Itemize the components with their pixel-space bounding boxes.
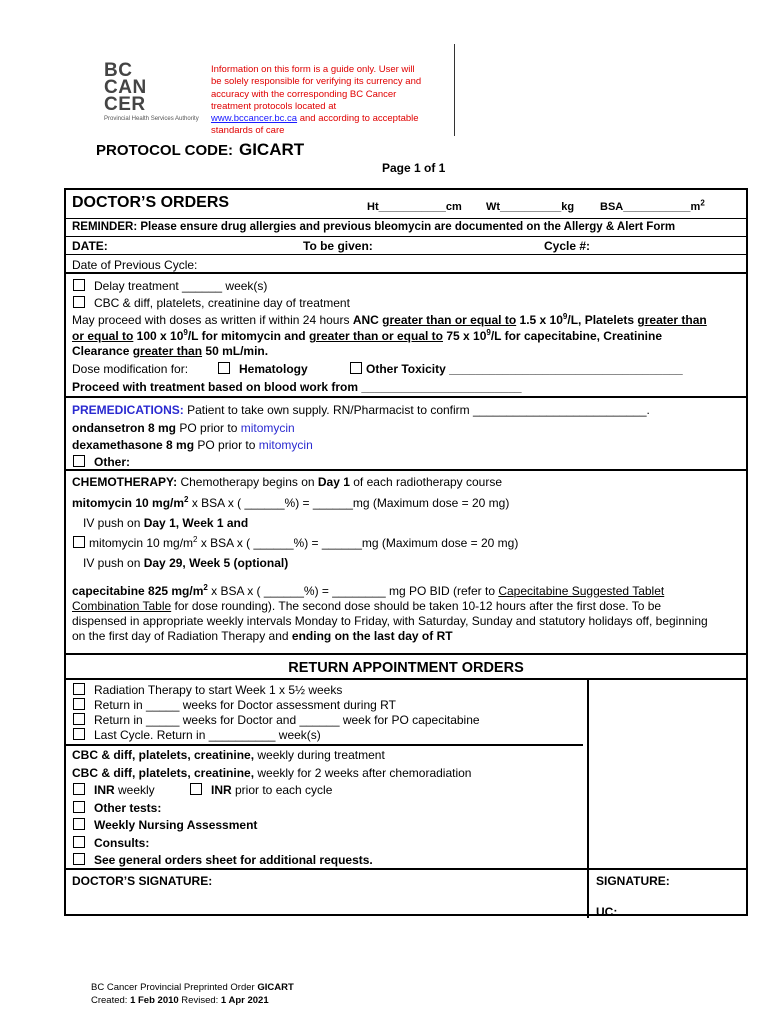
- text: IV push on: [83, 556, 144, 570]
- dose-modification-label: Dose modification for:: [72, 362, 189, 376]
- text: capecitabine 825 mg/m: [72, 584, 204, 598]
- text: Other:: [94, 455, 130, 469]
- sup: 2: [184, 495, 189, 504]
- disclaimer-line: accuracy with the corresponding BC Cancer: [211, 88, 397, 100]
- other-toxicity-text: Other Toxicity ___________________________________: [366, 362, 683, 376]
- proceed-line-2: [72, 329, 662, 343]
- sup: 9: [562, 312, 568, 321]
- text: May proceed with doses as written if within 24 hours: [72, 313, 353, 327]
- disclaimer: [211, 64, 447, 138]
- text: Revised:: [178, 994, 221, 1006]
- checkbox[interactable]: [73, 836, 85, 848]
- combination-table-link[interactable]: Combination Table: [72, 599, 172, 613]
- cbc-day-checkbox[interactable]: [73, 296, 85, 308]
- footer: [91, 982, 294, 1007]
- proceed-line-3: [72, 344, 268, 358]
- other-toxicity-item[interactable]: [350, 362, 683, 376]
- return-title-row: [66, 653, 746, 680]
- text: Day 29, Week 5 (optional): [143, 556, 289, 570]
- inr-weekly-checkbox[interactable]: [73, 783, 85, 795]
- delay-checkbox[interactable]: [73, 279, 85, 291]
- other-toxicity-checkbox[interactable]: [350, 362, 362, 374]
- text: Other tests:: [94, 801, 162, 815]
- bc-cancer-logo: [104, 62, 214, 122]
- weight-field[interactable]: Wt__________kg: [486, 201, 575, 213]
- text: dexamethasone 8 mg: [72, 438, 195, 452]
- text: greater than or equal to: [308, 329, 443, 343]
- text: 75 x 10: [443, 329, 487, 343]
- consults-item[interactable]: [73, 836, 149, 850]
- text: 1 Feb 2010: [130, 994, 179, 1006]
- text: 1.5 x 10: [516, 313, 563, 327]
- bsa-field[interactable]: [600, 198, 705, 213]
- checkbox[interactable]: [73, 818, 85, 830]
- cbc-after-line: [72, 766, 471, 780]
- text: prior to each cycle: [231, 783, 333, 797]
- proceed-bloodwork[interactable]: Proceed with treatment based on blood work from ________________________: [72, 380, 522, 394]
- date-row: [66, 236, 746, 255]
- iv-push-week1: [83, 516, 248, 530]
- sup: 9: [486, 328, 491, 337]
- cbc-weekly-line: [72, 748, 385, 762]
- ondansetron-line: [72, 421, 295, 435]
- text: Consults:: [94, 836, 150, 850]
- disclaimer-line: [211, 113, 447, 125]
- protocol-label: PROTOCOL CODE:: [96, 142, 233, 159]
- return-option[interactable]: [73, 728, 321, 742]
- bsa-label: BSA___________m: [600, 201, 701, 213]
- text: 50 mL/min.: [202, 344, 269, 358]
- delay-treatment-item[interactable]: [73, 279, 267, 293]
- cbc-day-item[interactable]: [73, 296, 350, 310]
- footer-line-2: [91, 995, 294, 1008]
- capecitabine-line-1: [72, 584, 664, 598]
- premedications-section: [66, 396, 746, 471]
- text: x BSA x ( ______%) = ______mg (Maximum dose = 20 mg): [188, 496, 510, 510]
- mitomycin-link[interactable]: mitomycin: [258, 438, 313, 452]
- previous-cycle-row: [66, 254, 746, 273]
- page-number: Page 1 of 1: [382, 161, 446, 175]
- text: or equal to: [72, 329, 134, 343]
- inr-prior-checkbox[interactable]: [190, 783, 202, 795]
- capecitabine-table-link[interactable]: Capecitabine Suggested Tablet: [498, 584, 665, 598]
- doctor-signature-label[interactable]: DOCTOR’S SIGNATURE:: [72, 874, 213, 888]
- text: PO prior to: [194, 438, 259, 452]
- hematology-text: Hematology: [239, 362, 308, 376]
- checkbox[interactable]: [73, 683, 85, 695]
- text: INR: [94, 783, 115, 797]
- text: for dose rounding). The second dose should be taken 10-12 hours after the first dose. To be: [171, 599, 662, 613]
- premed-label: PREMEDICATIONS:: [72, 403, 184, 417]
- text: Clearance: [72, 344, 133, 358]
- text: Patient to take own supply. RN/Pharmacist to confirm __________________________.: [183, 403, 650, 417]
- inr-weekly-item[interactable]: [73, 783, 155, 797]
- premed-other-item[interactable]: [73, 455, 130, 469]
- to-be-given-label[interactable]: To be given:: [303, 239, 373, 253]
- general-orders-item[interactable]: [73, 853, 373, 867]
- reminder-text: REMINDER: Please ensure drug allergies and previous bleomycin are documented on the Allergy & Alert Form: [72, 221, 676, 233]
- text: mitomycin 10 mg/m: [89, 536, 194, 550]
- text: ANC: [352, 313, 383, 327]
- text: greater than: [637, 313, 707, 327]
- doctors-orders-form: [64, 188, 748, 919]
- delay-text: Delay treatment ______ week(s): [94, 279, 268, 293]
- disclaimer-line: treatment protocols located at: [211, 100, 337, 112]
- protocol-code-value: GICART: [238, 140, 305, 159]
- return-options: [66, 678, 746, 746]
- text: /L for capecitabine, Creatinine: [490, 329, 662, 343]
- text: on the first day of Radiation Therapy and: [72, 629, 292, 643]
- nursing-item[interactable]: [73, 818, 257, 832]
- mitomycin-link[interactable]: mitomycin: [240, 421, 295, 435]
- bsa-sup: 2: [700, 198, 705, 208]
- treatment-section: [66, 272, 746, 398]
- sup: 9: [183, 328, 188, 337]
- premed-line: [72, 403, 650, 417]
- checkbox[interactable]: [73, 698, 85, 710]
- dexamethasone-line: [72, 438, 313, 452]
- text: Weekly Nursing Assessment: [94, 818, 258, 832]
- text: Return in _____ weeks for Doctor and ______ week for PO capecitabine: [94, 713, 480, 727]
- protocol-code: [96, 140, 304, 160]
- premed-other-checkbox[interactable]: [73, 455, 85, 467]
- text: ondansetron 8 mg: [72, 421, 177, 435]
- text: 100 x 10: [133, 329, 184, 343]
- other-tests-item[interactable]: [73, 801, 161, 815]
- capecitabine-line-2: [72, 599, 661, 613]
- text: ending on the last day of RT: [291, 629, 453, 643]
- disclaimer-line: standards of care: [211, 125, 285, 137]
- text: Chemotherapy begins on: [177, 475, 318, 489]
- capecitabine-line-3: dispensed in appropriate weekly intervals Monday to Friday, with Saturday, Sunday and statutory holidays off, beginning: [72, 614, 708, 628]
- text: INR: [211, 783, 232, 797]
- text: /L, Platelets: [567, 313, 638, 327]
- date-label[interactable]: DATE:: [72, 239, 108, 253]
- signature-label[interactable]: SIGNATURE:: [596, 874, 670, 888]
- text: BC Cancer Provincial Preprinted Order: [91, 982, 258, 993]
- return-option[interactable]: [73, 713, 480, 727]
- previous-cycle-label[interactable]: Date of Previous Cycle:: [72, 258, 198, 272]
- text: Radiation Therapy to start Week 1 x 5½ weeks: [94, 683, 343, 697]
- sup: 2: [203, 583, 208, 592]
- chemo-line: [72, 475, 502, 489]
- checkbox[interactable]: [73, 728, 85, 740]
- text: Last Cycle. Return in __________ week(s): [94, 728, 321, 742]
- text: IV push on: [83, 516, 144, 530]
- cbc-day-text: CBC & diff, platelets, creatinine day of treatment: [94, 296, 350, 310]
- form-header: [66, 190, 746, 218]
- proceed-line-1: [72, 313, 707, 327]
- text: x BSA x ( ______%) = ________ mg PO BID (refer to: [207, 584, 499, 598]
- text: GICART: [257, 982, 294, 993]
- sup: 2: [193, 535, 198, 544]
- logo-subtitle: Provincial Health Services Authority: [104, 116, 199, 122]
- height-field[interactable]: Ht___________cm: [367, 201, 462, 213]
- text: PO prior to: [176, 421, 241, 435]
- text: CBC & diff, platelets, creatinine,: [72, 748, 255, 762]
- checkbox[interactable]: [73, 713, 85, 725]
- divider-line: [454, 44, 455, 136]
- disclaimer-line: Information on this form is a guide only. User will: [211, 64, 415, 75]
- return-option[interactable]: [73, 698, 396, 712]
- return-option[interactable]: [73, 683, 342, 697]
- text: of each radiotherapy course: [349, 475, 503, 489]
- lab-orders: [66, 744, 583, 870]
- reminder-row: [66, 218, 746, 237]
- disclaimer-line: be solely responsible for verifying its currency and: [211, 76, 422, 88]
- chemotherapy-section: [66, 469, 746, 655]
- text: /L for mitomycin and: [187, 329, 309, 343]
- bccancer-link[interactable]: www.bccancer.bc.ca: [211, 113, 298, 125]
- text: CBC & diff, platelets, creatinine,: [72, 766, 255, 780]
- inr-prior-item[interactable]: [190, 783, 332, 797]
- text: greater than: [132, 344, 203, 358]
- logo-line-2: CAN: [104, 77, 147, 98]
- text: weekly during treatment: [254, 748, 385, 762]
- text: See general orders sheet for additional requests.: [94, 853, 373, 867]
- hematology-checkbox[interactable]: [218, 362, 230, 374]
- chemo-label: CHEMOTHERAPY:: [72, 475, 178, 489]
- mitomycin-optional-item[interactable]: [73, 536, 518, 550]
- text: 1 Apr 2021: [220, 994, 269, 1006]
- disclaimer-text: and according to acceptable: [297, 113, 419, 125]
- return-title: RETURN APPOINTMENT ORDERS: [288, 660, 524, 676]
- text: weekly: [114, 783, 155, 797]
- text: x BSA x ( ______%) = ______mg (Maximum dose = 20 mg): [197, 536, 519, 550]
- text: mitomycin 10 mg/m: [72, 496, 185, 510]
- mitomycin-line: [72, 496, 509, 510]
- text: weekly for 2 weeks after chemoradiation: [254, 766, 472, 780]
- text: Day 1: [317, 475, 350, 489]
- logo-line-1: BC: [104, 60, 133, 81]
- text: greater than or equal to: [382, 313, 517, 327]
- hematology-item[interactable]: [218, 362, 308, 376]
- capecitabine-line-4: [72, 629, 453, 643]
- signature-row: [66, 868, 746, 920]
- uc-label[interactable]: UC:: [596, 905, 618, 919]
- text: Created:: [91, 994, 131, 1006]
- footer-line-1: [91, 982, 294, 995]
- checkbox[interactable]: [73, 801, 85, 813]
- logo-line-3: CER: [104, 94, 146, 115]
- text: Return in _____ weeks for Doctor assessment during RT: [94, 698, 396, 712]
- iv-push-week5: [83, 556, 288, 570]
- checkbox[interactable]: [73, 853, 85, 865]
- form-title: DOCTOR’S ORDERS: [72, 194, 230, 211]
- cycle-label[interactable]: Cycle #:: [544, 239, 591, 253]
- mitomycin-optional-checkbox[interactable]: [73, 536, 85, 548]
- text: Day 1, Week 1 and: [143, 516, 249, 530]
